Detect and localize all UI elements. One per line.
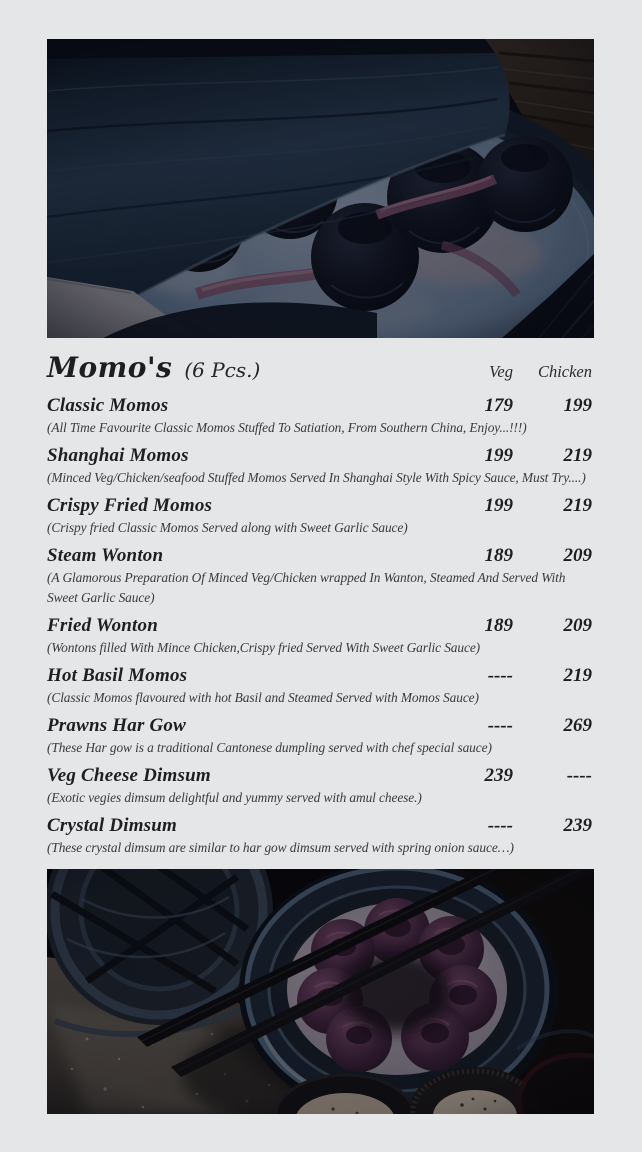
menu-item-row: [47, 713, 592, 738]
item-price-chicken: 239: [563, 815, 592, 836]
menu-item-row: [47, 763, 592, 788]
item-price-chicken: 269: [563, 715, 592, 736]
menu-item-row: [47, 493, 592, 518]
menu-item: [47, 543, 592, 608]
item-description: (Classic Momos flavoured with hot Basil and Steamed Served with Momos Sauce): [47, 690, 479, 705]
momos-photo-top: [47, 39, 594, 338]
item-price-chicken: 199: [563, 395, 592, 416]
item-name: Hot Basil Momos: [47, 665, 188, 686]
item-description: (Crispy fried Classic Momos Served along with Sweet Garlic Sauce): [47, 520, 408, 535]
item-price-chicken: 219: [563, 445, 592, 466]
item-description: (These Har gow is a traditional Cantonese dumpling served with chef special sauce): [47, 740, 492, 755]
item-price-veg: 179: [484, 395, 513, 416]
item-name: Crystal Dimsum: [47, 815, 178, 836]
menu-item-row: [47, 813, 592, 838]
item-name: Classic Momos: [47, 395, 169, 416]
item-name: Crispy Fried Momos: [47, 495, 213, 516]
menu-item: [47, 493, 592, 538]
item-description: (Exotic vegies dimsum delightful and yummy served with amul cheese.): [47, 790, 422, 805]
section-portion-text: (6 Pcs.): [184, 358, 261, 382]
item-price-chicken: ----: [566, 765, 592, 786]
menu-item-row: [47, 443, 592, 468]
menu-item-row: [47, 613, 592, 638]
menu-item: [47, 443, 592, 488]
item-price-veg: 189: [484, 545, 513, 566]
item-name: Veg Cheese Dimsum: [47, 765, 211, 786]
menu-item-row: [47, 393, 592, 418]
menu-header: [47, 348, 592, 385]
item-name: Fried Wonton: [47, 615, 158, 636]
section-title: [47, 348, 458, 385]
section-title-text: Momo's: [47, 351, 173, 384]
menu-item-row: [47, 663, 592, 688]
item-price-chicken: 219: [563, 665, 592, 686]
menu-item: [47, 813, 592, 858]
dimsum-photo-bottom: [47, 869, 594, 1114]
column-header-veg: Veg: [489, 362, 513, 381]
item-price-veg: ----: [487, 715, 513, 736]
item-price-veg: 199: [484, 445, 513, 466]
item-price-veg: 199: [484, 495, 513, 516]
item-description: (A Glamorous Preparation Of Minced Veg/Chicken wrapped In Wanton, Steamed And Served With Sweet Garlic Sauce): [47, 570, 566, 605]
menu-item-row: [47, 543, 592, 568]
item-price-chicken: 219: [563, 495, 592, 516]
item-description: (Wontons filled With Mince Chicken,Crispy fried Served With Sweet Garlic Sauce): [47, 640, 481, 655]
dimsum-photo-bottom-art: [47, 869, 594, 1114]
item-description: (All Time Favourite Classic Momos Stuffed To Satiation, From Southern China, Enjoy...!!!): [47, 420, 527, 435]
menu-item-list: [47, 393, 592, 863]
item-name: Prawns Har Gow: [47, 715, 187, 736]
momos-photo-top-art: [47, 39, 594, 338]
item-price-veg: ----: [487, 815, 513, 836]
item-description: (These crystal dimsum are similar to har gow dimsum served with spring onion sauce…): [47, 840, 514, 855]
menu-item: [47, 393, 592, 438]
column-header-chicken: Chicken: [537, 362, 592, 381]
item-price-veg: 189: [484, 615, 513, 636]
menu-item: [47, 713, 592, 758]
menu-item: [47, 663, 592, 708]
menu-item: [47, 613, 592, 658]
item-price-veg: ----: [487, 665, 513, 686]
item-description: (Minced Veg/Chicken/seafood Stuffed Momos Served In Shanghai Style With Spicy Sauce, Must Try....): [47, 470, 586, 485]
item-price-chicken: 209: [563, 615, 592, 636]
item-name: Steam Wonton: [47, 545, 164, 566]
item-price-chicken: 209: [563, 545, 592, 566]
item-price-veg: 239: [484, 765, 513, 786]
menu-item: [47, 763, 592, 808]
item-name: Shanghai Momos: [47, 445, 189, 466]
